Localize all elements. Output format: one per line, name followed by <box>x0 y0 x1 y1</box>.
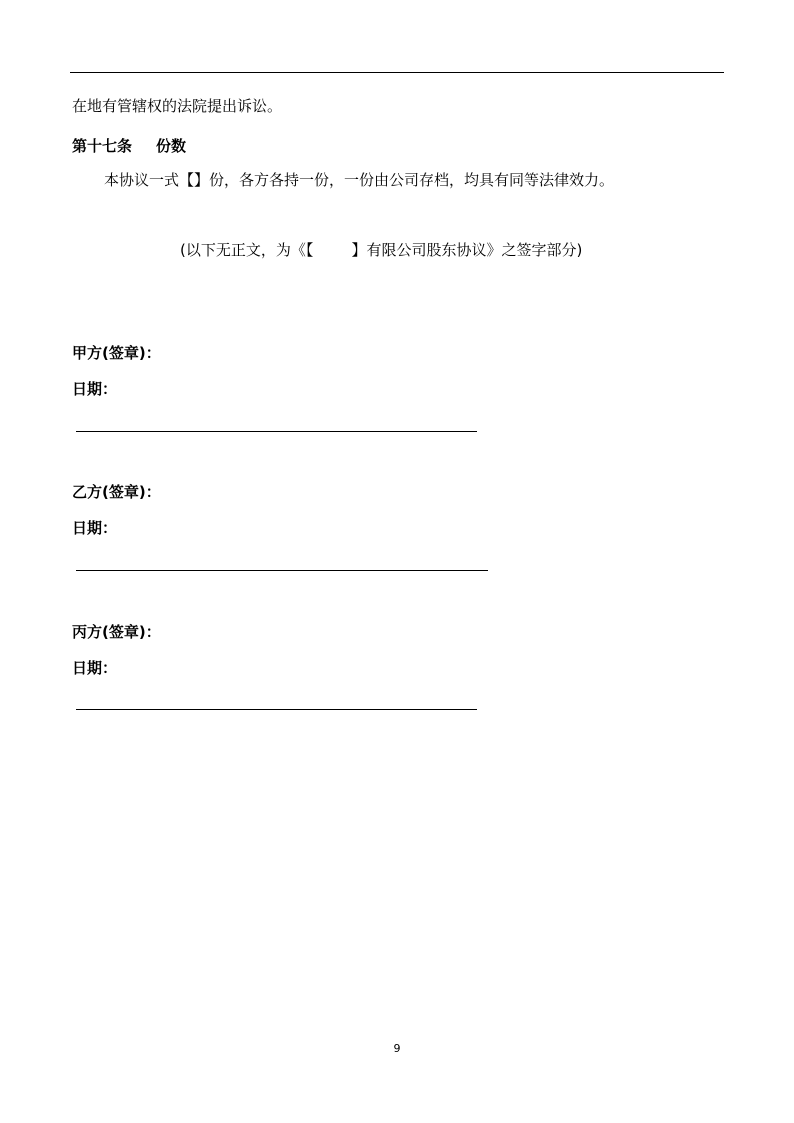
party-b-date-label: 日期： <box>72 519 118 537</box>
article-title: 份数 <box>156 137 187 155</box>
header-rule <box>70 72 724 73</box>
party-b-signature-line <box>76 570 488 571</box>
party-a-signature-line <box>76 431 477 432</box>
page-number: 9 <box>393 1042 401 1055</box>
party-c-date-label: 日期： <box>72 659 118 677</box>
article-body: 本协议一式【】份，各方各持一份，一份由公司存档，均具有同等法律效力。 <box>104 171 615 189</box>
article-number: 第十七条 <box>72 137 133 155</box>
article-heading <box>72 136 186 156</box>
party-a-date-label: 日期： <box>72 380 118 398</box>
party-a-label: 甲方(签章)： <box>72 344 161 362</box>
no-body-note: (以下无正文，为《【 】有限公司股东协议》之签字部分) <box>180 241 583 259</box>
party-c-label: 丙方(签章)： <box>72 623 161 641</box>
continuation-text: 在地有管辖权的法院提出诉讼。 <box>72 97 283 115</box>
party-c-signature-line <box>76 709 477 710</box>
party-b-label: 乙方(签章)： <box>72 483 161 501</box>
